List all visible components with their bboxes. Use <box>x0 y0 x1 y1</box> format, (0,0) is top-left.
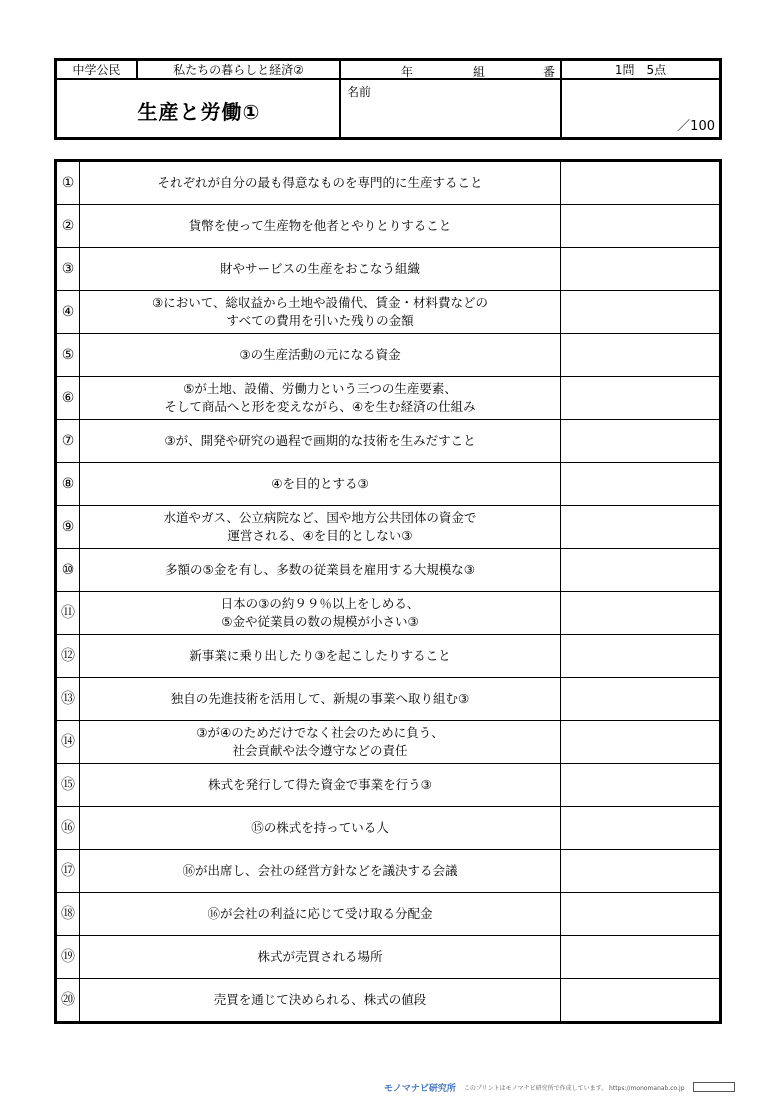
question-row <box>56 764 721 807</box>
question-text <box>80 377 561 420</box>
question-line: 売買を通じて決められる、株式の値段 <box>213 991 427 1007</box>
question-line: ③において、総収益から土地や設備代、賃金・材料費などの <box>152 294 488 310</box>
question-number: ⑨ <box>56 506 80 549</box>
question-text <box>80 205 561 248</box>
question-row <box>56 377 721 420</box>
question-row <box>56 549 721 592</box>
answer-cell[interactable] <box>561 635 721 678</box>
question-text <box>80 893 561 936</box>
answer-cell[interactable] <box>561 334 721 377</box>
question-line: そして商品へと形を変えながら、④を生む経済の仕組み <box>164 399 476 414</box>
question-text <box>80 807 561 850</box>
question-row <box>56 592 721 635</box>
answer-cell[interactable] <box>561 248 721 291</box>
question-number: ⑮ <box>56 764 80 807</box>
question-text <box>80 463 561 506</box>
question-text <box>80 979 561 1023</box>
answer-cell[interactable] <box>561 678 721 721</box>
question-line: ⑯が出席し、会社の経営方針などを議決する会議 <box>182 862 458 878</box>
question-line: 財やサービスの生産をおこなう組織 <box>219 260 420 276</box>
question-text <box>80 420 561 463</box>
answer-cell[interactable] <box>561 764 721 807</box>
question-line: 新事業に乗り出したり③を起こしたりすること <box>189 647 451 663</box>
question-line: 多額の⑤金を有し、多数の従業員を雇用する大規模な③ <box>165 561 475 577</box>
name-field-label: 名前 <box>347 85 372 99</box>
question-row <box>56 205 721 248</box>
question-line: ④を目的とする③ <box>271 475 369 491</box>
answer-cell[interactable] <box>561 161 721 205</box>
answer-cell[interactable] <box>561 721 721 764</box>
question-row <box>56 850 721 893</box>
question-row <box>56 678 721 721</box>
worksheet-title: 生産と労働① <box>137 99 261 124</box>
question-number: ⑩ <box>56 549 80 592</box>
question-row <box>56 635 721 678</box>
unit-label: 私たちの暮らしと経済② <box>173 63 304 77</box>
question-number: ⑪ <box>56 592 80 635</box>
footer <box>384 1080 774 1094</box>
question-row <box>56 807 721 850</box>
subject-label: 中学公民 <box>72 63 121 77</box>
question-line: 運営される、④を目的としない③ <box>227 528 413 543</box>
answer-cell[interactable] <box>561 850 721 893</box>
question-number: ⑥ <box>56 377 80 420</box>
question-table <box>54 159 722 1024</box>
question-number: ⑭ <box>56 721 80 764</box>
question-line: すべての費用を引いた残りの金額 <box>226 313 414 328</box>
answer-cell[interactable] <box>561 893 721 936</box>
question-line: ⑤金や従業員の数の規模が小さい③ <box>221 614 419 629</box>
question-text <box>80 334 561 377</box>
question-text <box>80 161 561 205</box>
question-line: ③の生産活動の元になる資金 <box>239 346 401 362</box>
answer-cell[interactable] <box>561 592 721 635</box>
question-row <box>56 334 721 377</box>
answer-cell[interactable] <box>561 936 721 979</box>
question-line: 株式が売買される場所 <box>257 948 383 964</box>
answer-cell[interactable] <box>561 205 721 248</box>
question-line: 日本の③の約９９％以上をしめる、 <box>220 595 420 611</box>
number-label: 番 <box>543 65 556 79</box>
question-text <box>80 549 561 592</box>
footer-box <box>693 1082 735 1092</box>
question-line: ③が④のためだけでなく社会のために負う、 <box>196 724 444 740</box>
class-fields <box>343 61 561 80</box>
points-label: 1問 5点 <box>614 63 667 77</box>
question-row <box>56 420 721 463</box>
footer-text: このプリントはモノマナビ研究所で作成しています。 https://monomanab.co.jp <box>463 1084 685 1092</box>
question-number: ⑲ <box>56 936 80 979</box>
answer-cell[interactable] <box>561 506 721 549</box>
question-number: ⑯ <box>56 807 80 850</box>
question-row <box>56 291 721 334</box>
question-row <box>56 248 721 291</box>
question-line: ③が、開発や研究の過程で画期的な技術を生みだすこと <box>164 432 476 448</box>
question-number: ③ <box>56 248 80 291</box>
question-line: 株式を発行して得た資金で事業を行う③ <box>208 776 432 792</box>
question-number: ⑱ <box>56 893 80 936</box>
question-row <box>56 463 721 506</box>
question-text <box>80 592 561 635</box>
question-number: ⑦ <box>56 420 80 463</box>
question-row <box>56 936 721 979</box>
question-line: 独自の先進技術を活用して、新規の事業へ取り組む③ <box>170 690 470 706</box>
question-line: ⑤が土地、設備、労働力という三つの生産要素、 <box>183 380 457 396</box>
question-row <box>56 979 721 1023</box>
year-label: 年 <box>401 65 414 79</box>
question-number: ⑰ <box>56 850 80 893</box>
question-line: 社会貢献や法令遵守などの責任 <box>232 743 408 758</box>
question-line: それぞれが自分の最も得意なものを専門的に生産すること <box>157 174 483 190</box>
question-text <box>80 764 561 807</box>
question-number: ④ <box>56 291 80 334</box>
class-label: 組 <box>473 65 486 79</box>
question-text <box>80 850 561 893</box>
question-line: ⑯が会社の利益に応じて受け取る分配金 <box>207 905 433 921</box>
question-text <box>80 635 561 678</box>
question-line: 水道やガス、公立病院など、国や地方公共団体の資金で <box>163 509 477 525</box>
score-total: ／100 <box>677 119 715 134</box>
question-number: ⑧ <box>56 463 80 506</box>
question-number: ⑤ <box>56 334 80 377</box>
question-number: ② <box>56 205 80 248</box>
question-text <box>80 678 561 721</box>
question-text <box>80 721 561 764</box>
answer-cell[interactable] <box>561 463 721 506</box>
answer-cell[interactable] <box>561 807 721 850</box>
answer-cell[interactable] <box>561 291 721 334</box>
answer-cell[interactable] <box>561 377 721 420</box>
answer-cell[interactable] <box>561 549 721 592</box>
answer-cell[interactable] <box>561 420 721 463</box>
question-number: ① <box>56 161 80 205</box>
answer-cell[interactable] <box>561 979 721 1023</box>
question-text <box>80 936 561 979</box>
question-row <box>56 721 721 764</box>
question-number: ⑫ <box>56 635 80 678</box>
question-row <box>56 161 721 205</box>
question-line: 貨幣を使って生産物を他者とやりとりすること <box>188 217 452 233</box>
question-number: ⑬ <box>56 678 80 721</box>
question-row <box>56 893 721 936</box>
question-number: ⑳ <box>56 979 80 1023</box>
question-text <box>80 248 561 291</box>
question-row <box>56 506 721 549</box>
question-line: ⑮の株式を持っている人 <box>251 819 389 835</box>
question-text <box>80 291 561 334</box>
publisher-logo: モノマナビ研究所 <box>384 1083 456 1094</box>
question-text <box>80 506 561 549</box>
worksheet-header <box>54 58 722 140</box>
